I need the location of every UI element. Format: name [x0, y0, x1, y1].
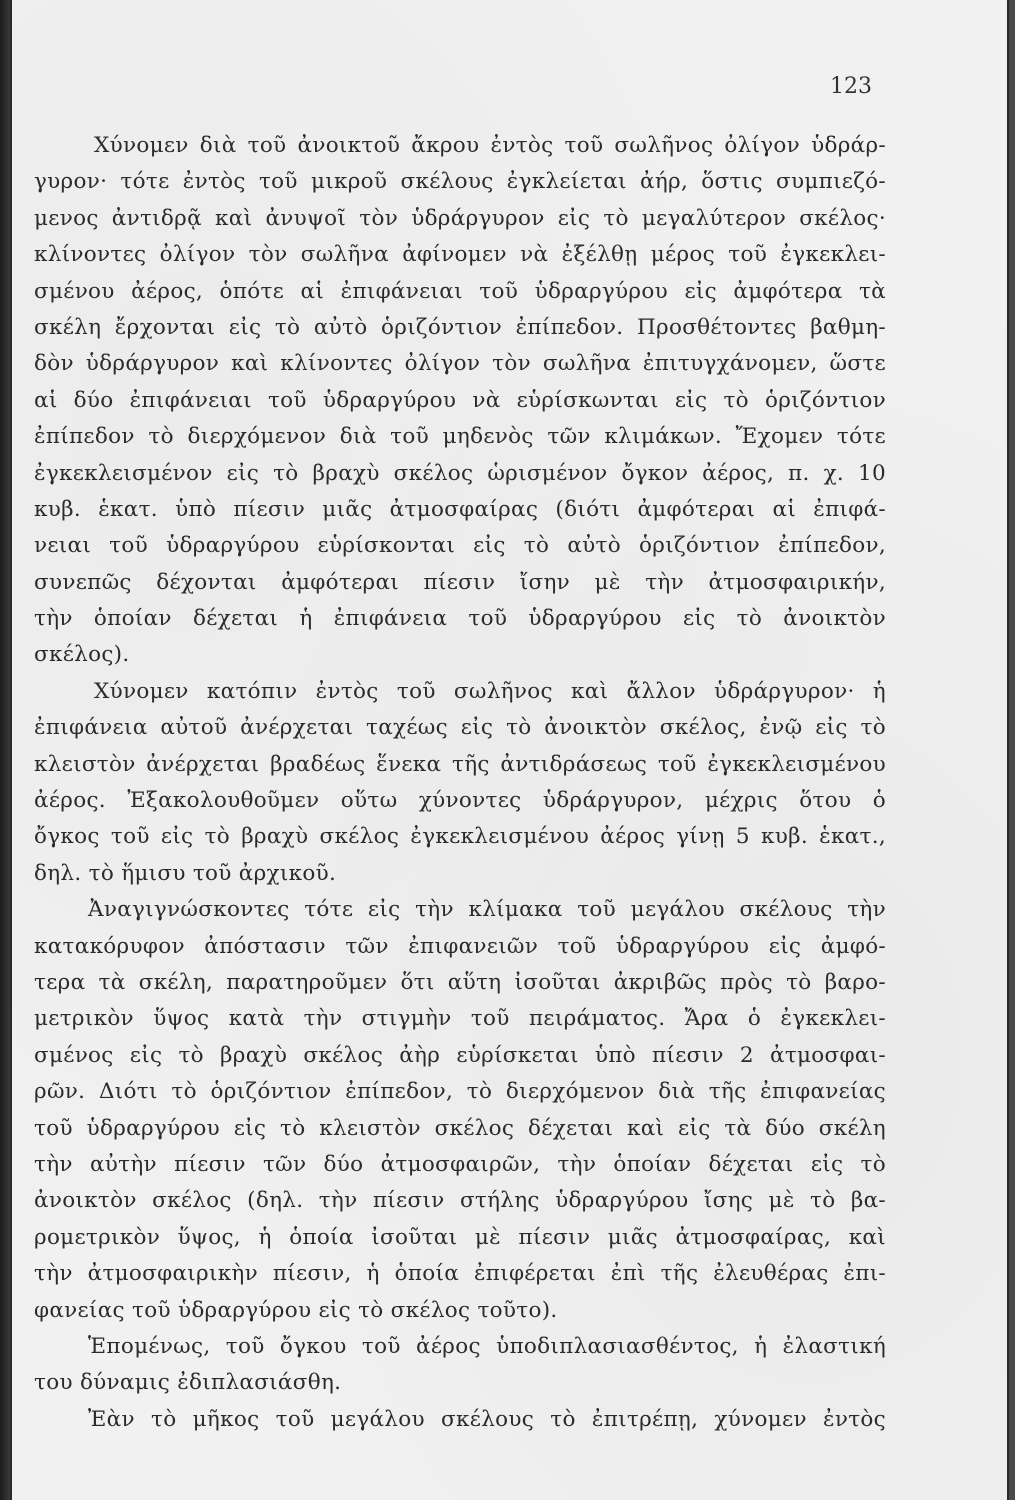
scan-edge-right [1009, 0, 1015, 1500]
text-line: φανείας τοῦ ὑδραργύρου εἰς τὸ σκέλος τοῦτο). [34, 1297, 558, 1323]
page-number: 123 [830, 74, 872, 99]
text-line: Ἑπομένως, τοῦ ὄγκου τοῦ ἀέρος ὑποδιπλασιασθέντος, ἡ ἐλαστική [88, 1333, 886, 1359]
text-line: ἀέρος. Ἐξακολουθοῦμεν οὕτω χύνοντες ὑδράργυρον, μέχρις ὅτου ὁ [34, 788, 886, 814]
text-line: ἐπίπεδον τὸ διερχόμενον διὰ τοῦ μηδενὸς τῶν κλιμάκων. Ἔχομεν τότε [34, 424, 886, 450]
text-line: σμένος εἰς τὸ βραχὺ σκέλος ἀὴρ εὑρίσκεται ὑπὸ πίεσιν 2 ἀτμοσφαι- [34, 1042, 886, 1068]
text-line: Ἐὰν τὸ μῆκος τοῦ μεγάλου σκέλους τὸ ἐπιτρέπῃ, χύνομεν ἐντὸς [88, 1406, 886, 1432]
text-line: μετρικὸν ὕψος κατὰ τὴν στιγμὴν τοῦ πειράματος. Ἄρα ὁ ἐγκεκλει- [34, 1006, 886, 1032]
text-line: Χύνομεν διὰ τοῦ ἀνοικτοῦ ἄκρου ἐντὸς τοῦ σωλῆνος ὀλίγον ὑδράρ- [94, 133, 886, 158]
text-line: γυρον· τότε ἐντὸς τοῦ μικροῦ σκέλους ἐγκλείεται ἀήρ, ὅστις συμπιεζό- [34, 169, 886, 195]
text-line: νειαι τοῦ ὑδραργύρου εὑρίσκονται εἰς τὸ αὐτὸ ὁριζόντιον ἐπίπεδον, [34, 533, 886, 559]
scan-edge-left [0, 0, 10, 1500]
text-line: κυβ. ἑκατ. ὑπὸ πίεσιν μιᾶς ἀτμοσφαίρας (διότι ἀμφότεραι αἱ ἐπιφά- [34, 496, 886, 522]
text-line: σκέλη ἔρχονται εἰς τὸ αὐτὸ ὁριζόντιον ἐπίπεδον. Προσθέτοντες βαθμη- [34, 314, 886, 340]
text-line: δὸν ὑδράργυρον καὶ κλίνοντες ὀλίγον τὸν σωλῆνα ἐπιτυγχάνομεν, ὥστε [34, 351, 886, 377]
text-line: κλειστὸν ἀνέρχεται βραδέως ἕνεκα τῆς ἀντιδράσεως τοῦ ἐγκεκλεισμένου [34, 751, 886, 777]
text-line: ρομετρικὸν ὕψος, ἡ ὁποία ἰσοῦται μὲ πίεσιν μιᾶς ἀτμοσφαίρας, καὶ [34, 1224, 886, 1250]
text-line: ρῶν. Διότι τὸ ὁριζόντιον ἐπίπεδον, τὸ διερχόμενον διὰ τῆς ἐπιφανείας [34, 1079, 886, 1105]
text-line: σμένου ἀέρος, ὁπότε αἱ ἐπιφάνειαι τοῦ ὑδραργύρου εἰς ἀμφότερα τὰ [34, 278, 886, 304]
body-text [34, 128, 886, 1438]
text-line: ἀνοικτὸν σκέλος (δηλ. τὴν πίεσιν στήλης ὑδραργύρου ἴσης μὲ τὸ βα- [34, 1188, 886, 1214]
text-line: τὴν αὐτὴν πίεσιν τῶν δύο ἀτμοσφαιρῶν, τὴν ὁποίαν δέχεται εἰς τὸ [34, 1151, 886, 1177]
text-line: τοῦ ὑδραργύρου εἰς τὸ κλειστὸν σκέλος δέχεται καὶ εἰς τὰ δύο σκέλη [34, 1115, 886, 1141]
text-line: αἱ δύο ἐπιφάνειαι τοῦ ὑδραργύρου νὰ εὑρίσκωνται εἰς τὸ ὁριζόντιον [34, 387, 886, 413]
text-line: τερα τὰ σκέλη, παρατηροῦμεν ὅτι αὕτη ἰσοῦται ἀκριβῶς πρὸς τὸ βαρο- [34, 969, 886, 995]
text-line: ἐγκεκλεισμένον εἰς τὸ βραχὺ σκέλος ὡρισμένον ὄγκον ἀέρος, π. χ. 10 [34, 460, 886, 486]
text-line: Ἀναγιγνώσκοντες τότε εἰς τὴν κλίμακα τοῦ μεγάλου σκέλους τὴν [88, 897, 886, 923]
text-line: συνεπῶς δέχονται ἀμφότεραι πίεσιν ἴσην μὲ τὴν ἀτμοσφαιρικήν, [34, 569, 886, 595]
text-line: κατακόρυφον ἀπόστασιν τῶν ἐπιφανειῶν τοῦ ὑδραργύρου εἰς ἀμφό- [34, 933, 886, 959]
text-line: σκέλος). [34, 642, 130, 668]
text-line: τὴν ὁποίαν δέχεται ἡ ἐπιφάνεια τοῦ ὑδραργύρου εἰς τὸ ἀνοικτὸν [34, 606, 886, 632]
text-line: ἐπιφάνεια αὐτοῦ ἀνέρχεται ταχέως εἰς τὸ ἀνοικτὸν σκέλος, ἐνῷ εἰς τὸ [34, 715, 886, 741]
text-line: δηλ. τὸ ἥμισυ τοῦ ἀρχικοῦ. [34, 860, 337, 886]
book-page [12, 0, 1007, 1500]
text-line: Χύνομεν κατόπιν ἐντὸς τοῦ σωλῆνος καὶ ἄλλον ὑδράργυρον· ἡ [94, 678, 886, 704]
text-line: ὄγκος τοῦ εἰς τὸ βραχὺ σκέλος ἐγκεκλεισμένου ἀέρος γίνῃ 5 κυβ. ἑκατ., [34, 824, 886, 850]
text-line: κλίνοντες ὀλίγον τὸν σωλῆνα ἀφίνομεν νὰ ἐξέλθῃ μέρος τοῦ ἐγκεκλει- [34, 242, 886, 268]
text-line: του δύναμις ἐδιπλασιάσθη. [34, 1370, 342, 1396]
text-line: μενος ἀντιδρᾷ καὶ ἀνυψοῖ τὸν ὑδράργυρον εἰς τὸ μεγαλύτερον σκέλος· [34, 205, 886, 231]
text-line: τὴν ἀτμοσφαιρικὴν πίεσιν, ἡ ὁποία ἐπιφέρεται ἐπὶ τῆς ἐλευθέρας ἐπι- [34, 1261, 886, 1287]
